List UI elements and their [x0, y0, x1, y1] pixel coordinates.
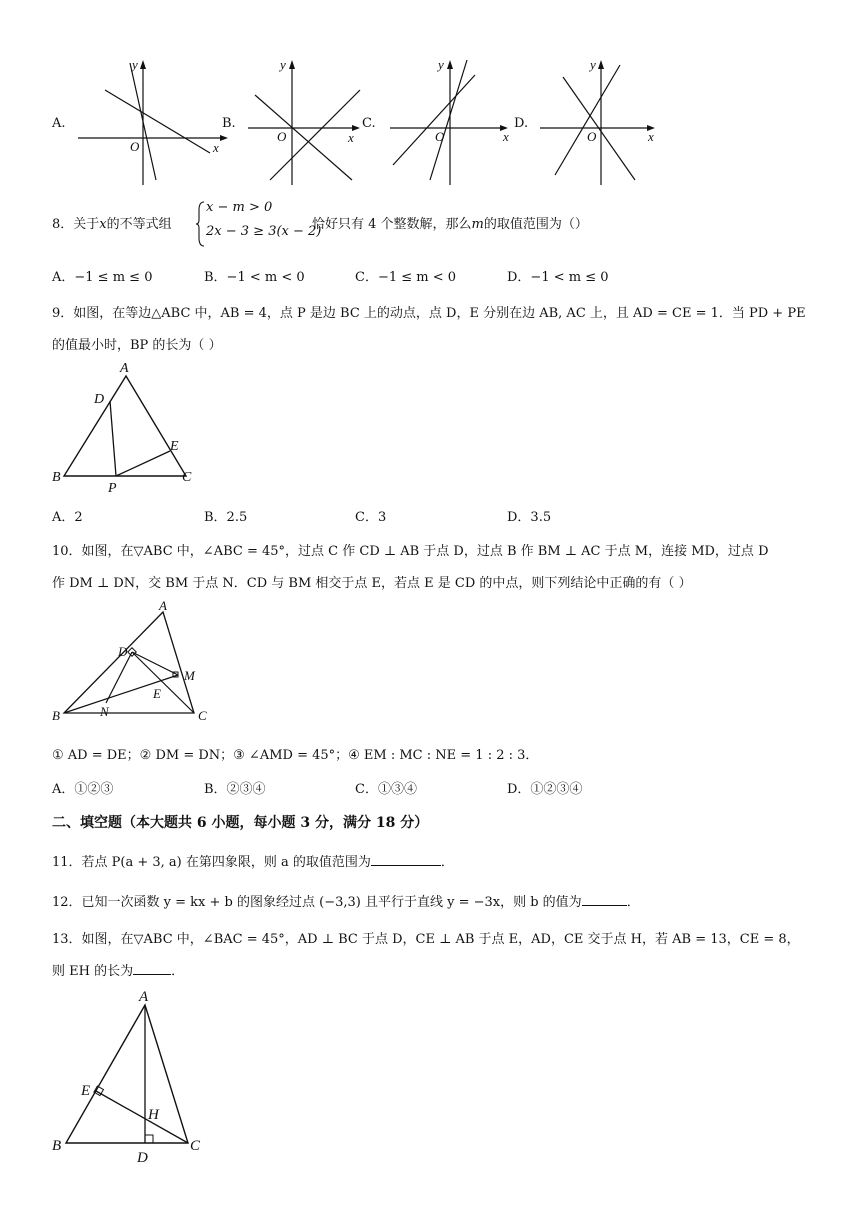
pt-d: D	[94, 392, 105, 407]
q7-option-a-label: A.	[52, 116, 66, 131]
q12-answer-blank[interactable]	[582, 891, 627, 906]
q13-end: ．	[171, 964, 185, 979]
pt-c: C	[198, 708, 207, 723]
q13-text: 则 EH 的长为	[52, 964, 134, 979]
axis-y: y	[280, 57, 286, 72]
q8-stem-post	[312, 213, 588, 232]
q10-line-1: 10．如图，在▽ABC 中，∠ABC = 45°，过点 C 作 CD ⊥ AB 于点 D，过点 B 作 BM ⊥ AC 于点 M，连接 MD，过点 D	[52, 544, 769, 559]
q8-var: x	[99, 217, 107, 232]
q10-option-a: A．①②③	[52, 782, 114, 797]
q13-figure	[48, 985, 218, 1165]
q8-stem-mid: 的不等式组	[106, 217, 172, 232]
origin: O	[435, 129, 445, 144]
section-2-heading: 二、填空题（本大题共 6 小题，每小题 3 分，满分 18 分）	[52, 815, 429, 831]
axis-y: y	[590, 57, 596, 72]
q7-option-c-label: C.	[362, 116, 376, 131]
pt-m: M	[184, 668, 195, 683]
origin: O	[277, 129, 287, 144]
q11-text: 11．若点 P(a + 3, a) 在第四象限，则 a 的取值范围为	[52, 855, 371, 870]
q8-var2: m	[471, 217, 484, 232]
q8-stem-pre: 8．关于	[52, 217, 100, 232]
pt-n: N	[100, 704, 109, 719]
pt-b: B	[52, 1138, 62, 1154]
q9-option-b: B．2.5	[204, 510, 248, 525]
pt-h: H	[148, 1107, 159, 1123]
q8-option-c: C．−1 ≤ m < 0	[355, 270, 457, 285]
q11-answer-blank[interactable]	[371, 851, 441, 866]
pt-d: D	[137, 1150, 148, 1166]
q8-inequality-2: 2x − 3 ≥ 3(x − 2)	[206, 224, 322, 239]
q10-option-c: C．①③④	[355, 782, 417, 797]
pt-b: B	[52, 708, 60, 723]
axis-x: x	[213, 140, 219, 155]
pt-e: E	[153, 686, 161, 701]
q10-option-d: D．①②③④	[507, 782, 583, 797]
q8-option-b: B．−1 < m < 0	[204, 270, 305, 285]
q9-option-c: C．3	[355, 510, 387, 525]
q9-figure	[50, 358, 210, 496]
axis-x: x	[648, 129, 654, 144]
q10-statements: ① AD = DE；② DM = DN；③ ∠AMD = 45°；④ EM : MC : NE = 1 : 2 : 3．	[52, 748, 539, 763]
q8-stem	[52, 213, 172, 232]
q7-graph-d	[535, 55, 665, 190]
pt-p: P	[108, 481, 117, 496]
q9-line-1: 9．如图，在等边△ABC 中，AB = 4，点 P 是边 BC 上的动点，点 D，E 分别在边 AB, AC 上，且 AD = CE = 1．当 PD + PE	[52, 306, 806, 321]
q12-text: 12．已知一次函数 y = kx + b 的图象经过点 (−3,3) 且平行于直线 y = −3x，则 b 的值为	[52, 895, 582, 910]
q9-option-a: A．2	[52, 510, 83, 525]
q10-option-b: B．②③④	[204, 782, 266, 797]
q7-option-b-label: B.	[222, 116, 236, 131]
q8-option-d: D．−1 < m ≤ 0	[507, 270, 609, 285]
axis-x: x	[503, 129, 509, 144]
q13-line-1: 13．如图，在▽ABC 中，∠BAC = 45°，AD ⊥ BC 于点 D，CE ⊥ AB 于点 E，AD，CE 交于点 H，若 AB = 13，CE = 8，	[52, 932, 800, 947]
q7-option-d-label: D.	[514, 116, 529, 131]
pt-c: C	[182, 470, 192, 485]
pt-e: E	[81, 1083, 91, 1099]
q8-inequality-1: x − m > 0	[206, 200, 273, 215]
q13-answer-blank[interactable]	[133, 960, 171, 975]
q10-figure	[50, 600, 220, 725]
origin: O	[587, 129, 597, 144]
pt-e: E	[170, 439, 179, 454]
q12-end: ．	[626, 895, 640, 910]
q8-option-a: A．−1 ≤ m ≤ 0	[52, 270, 153, 285]
q8-stem-post-text: 恰好只有 4 个整数解，那么	[312, 217, 472, 232]
q7-graph-a	[70, 55, 230, 190]
pt-a: A	[139, 989, 149, 1005]
q10-line-2: 作 DM ⊥ DN，交 BM 于点 N．CD 与 BM 相交于点 E，若点 E 是 CD 的中点，则下列结论中正确的有（ ）	[52, 576, 692, 591]
axis-x: x	[348, 130, 354, 145]
axis-y: y	[438, 57, 444, 72]
q7-graph-c	[385, 55, 515, 190]
q11-end: ．	[440, 855, 454, 870]
pt-a: A	[120, 361, 129, 376]
axis-y: y	[132, 57, 138, 72]
origin: O	[130, 139, 140, 154]
pt-d: D	[118, 644, 128, 659]
q9-option-d: D．3.5	[507, 510, 552, 525]
q11	[52, 851, 454, 870]
pt-b: B	[52, 470, 61, 485]
q8-brace	[196, 200, 206, 248]
pt-c: C	[190, 1138, 201, 1154]
q13-line-2	[52, 960, 184, 979]
q9-line-2: 的值最小时，BP 的长为（ ）	[52, 338, 222, 353]
q8-stem-end: 的取值范围为（）	[483, 217, 588, 232]
q7-graph-b	[240, 55, 370, 190]
q12	[52, 891, 640, 910]
pt-a: A	[159, 598, 167, 613]
